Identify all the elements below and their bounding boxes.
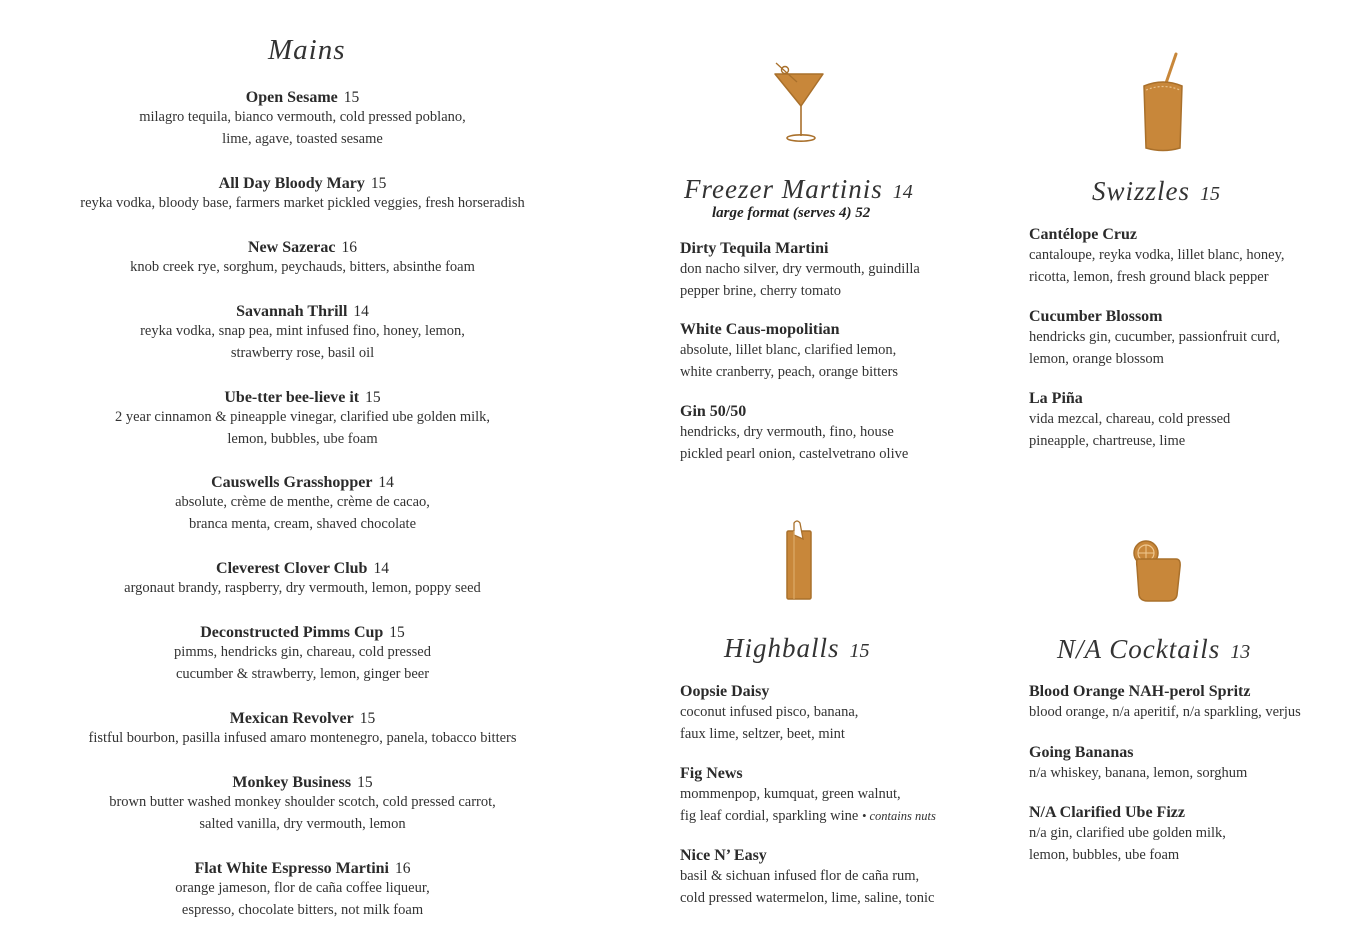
item-name: Gin 50/50 xyxy=(680,403,747,420)
menu-item xyxy=(680,403,908,465)
item-desc: cucumber & strawberry, lemon, ginger beer xyxy=(175,665,430,682)
item-name: All Day Bloody Mary xyxy=(218,175,365,192)
item-price: 15 xyxy=(343,89,360,106)
freezer-martinis-title xyxy=(684,174,913,205)
highballs-title xyxy=(724,633,870,664)
item-desc: mommenpop, kumquat, green walnut, xyxy=(680,786,901,802)
item-name: N/A Clarified Ube Fizz xyxy=(1029,804,1185,821)
item-desc: lemon, bubbles, ube foam xyxy=(227,430,378,447)
menu-item xyxy=(30,860,575,921)
item-price: 15 xyxy=(359,710,376,727)
item-name: Open Sesame xyxy=(245,89,338,106)
item-desc: pineapple, chartreuse, lime xyxy=(1029,432,1186,449)
item-desc: reyka vodka, snap pea, mint infused fino, honey, lemon, xyxy=(140,323,465,339)
item-desc: cantaloupe, reyka vodka, lillet blanc, honey, xyxy=(1029,247,1285,263)
item-desc: ricotta, lemon, fresh ground black pepper xyxy=(1029,268,1269,285)
freezer-subtitle: large format (serves 4) 52 xyxy=(712,205,871,221)
menu-item xyxy=(1029,683,1301,724)
item-desc: n/a whiskey, banana, lemon, sorghum xyxy=(1029,765,1248,781)
menu-item xyxy=(680,683,858,745)
item-name: Nice N’ Easy xyxy=(680,847,767,864)
section-price: 15 xyxy=(1200,183,1221,205)
item-name: Causwells Grasshopper xyxy=(211,474,373,491)
swizzle-glass-icon xyxy=(1138,52,1188,154)
item-desc: absolute, lillet blanc, clarified lemon, xyxy=(680,342,897,358)
item-desc: 2 year cinnamon & pineapple vinegar, clarified ube golden milk, xyxy=(114,409,491,425)
item-desc: n/a gin, clarified ube golden milk, xyxy=(1029,825,1226,841)
section-title: N/A Cocktails xyxy=(1057,634,1221,664)
menu-item xyxy=(30,624,575,685)
item-name: Oopsie Daisy xyxy=(680,683,770,700)
menu-item xyxy=(1029,804,1226,866)
item-desc: don nacho silver, dry vermouth, guindilla xyxy=(680,261,920,277)
item-desc: strawberry rose, basil oil xyxy=(230,344,375,361)
menu-item xyxy=(1029,390,1230,452)
item-desc: absolute, crème de menthe, crème de cacao, xyxy=(175,494,430,510)
menu-item xyxy=(30,303,575,364)
menu-item xyxy=(680,240,920,302)
item-desc: brown butter washed monkey shoulder scotch, cold pressed carrot, xyxy=(109,794,496,810)
item-desc: lime, agave, toasted sesame xyxy=(222,130,383,147)
item-name: Monkey Business xyxy=(232,774,352,791)
item-name: Flat White Espresso Martini xyxy=(194,860,389,877)
item-desc: salted vanilla, dry vermouth, lemon xyxy=(199,815,406,832)
menu-item xyxy=(30,89,575,150)
item-desc: fig leaf cordial, sparkling wine xyxy=(680,807,859,824)
item-name: Ube-tter bee-lieve it xyxy=(224,389,360,406)
menu-item xyxy=(680,847,934,909)
menu-item xyxy=(30,175,575,215)
mains-title: Mains xyxy=(268,34,346,66)
menu-item xyxy=(30,474,575,535)
item-desc: cold pressed watermelon, lime, saline, tonic xyxy=(680,889,935,906)
martini-glass-icon xyxy=(770,60,830,144)
item-desc: branca menta, cream, shaved chocolate xyxy=(188,515,417,532)
item-price: 15 xyxy=(357,774,373,791)
item-name: White Caus-mopolitian xyxy=(680,321,840,338)
menu-item xyxy=(1029,226,1285,288)
item-desc: vida mezcal, chareau, cold pressed xyxy=(1029,411,1231,427)
item-price: 14 xyxy=(378,474,394,491)
menu-item xyxy=(680,765,936,827)
menu-item xyxy=(1029,308,1280,370)
item-desc: white cranberry, peach, orange bitters xyxy=(680,363,899,380)
section-title: Freezer Martinis xyxy=(684,174,883,204)
na-cocktails-title xyxy=(1057,634,1250,665)
item-desc: orange jameson, flor de caña coffee liqueur, xyxy=(175,880,430,896)
item-desc: espresso, chocolate bitters, not milk foam xyxy=(181,901,424,918)
section-price: 13 xyxy=(1230,641,1251,663)
rocks-glass-orange-icon xyxy=(1128,537,1186,605)
item-desc: lemon, orange blossom xyxy=(1029,350,1164,367)
menu-item xyxy=(30,710,575,750)
item-name: Going Bananas xyxy=(1029,744,1134,761)
menu-item xyxy=(30,239,575,279)
section-title: Swizzles xyxy=(1092,176,1191,206)
item-price: 15 xyxy=(365,389,381,406)
item-desc: basil & sichuan infused flor de caña rum, xyxy=(680,868,920,884)
item-desc: coconut infused pisco, banana, xyxy=(680,704,859,720)
item-price: 14 xyxy=(373,560,389,577)
menu-item xyxy=(680,321,898,383)
item-name: Cantélope Cruz xyxy=(1029,226,1137,243)
item-desc: faux lime, seltzer, beet, mint xyxy=(680,725,845,742)
item-desc: milagro tequila, bianco vermouth, cold pressed poblano, xyxy=(139,109,466,125)
item-name: Cucumber Blossom xyxy=(1029,308,1163,325)
item-desc: reyka vodka, bloody base, farmers market pickled veggies, fresh horseradish xyxy=(80,195,525,211)
item-name: Dirty Tequila Martini xyxy=(680,240,829,257)
item-name: Mexican Revolver xyxy=(229,710,354,727)
item-desc: pickled pearl onion, castelvetrano olive xyxy=(680,445,909,462)
item-desc: blood orange, n/a aperitif, n/a sparkling, verjus xyxy=(1029,704,1301,720)
item-desc: pimms, hendricks gin, chareau, cold pressed xyxy=(174,644,431,660)
allergen-note: • contains nuts xyxy=(862,808,936,823)
item-name: Blood Orange NAH-perol Spritz xyxy=(1029,683,1251,700)
section-title: Highballs xyxy=(724,633,840,663)
item-desc: hendricks, dry vermouth, fino, house xyxy=(680,424,894,440)
section-price: 15 xyxy=(849,640,870,662)
item-name: Fig News xyxy=(680,765,743,782)
item-name: Savannah Thrill xyxy=(236,303,348,320)
item-name: Deconstructed Pimms Cup xyxy=(200,624,384,641)
swizzles-title xyxy=(1092,176,1220,207)
menu-item xyxy=(30,560,575,600)
item-desc: fistful bourbon, pasilla infused amaro montenegro, panela, tobacco bitters xyxy=(88,730,517,746)
section-price: 14 xyxy=(892,181,913,203)
item-desc: hendricks gin, cucumber, passionfruit curd, xyxy=(1029,329,1281,345)
item-price: 15 xyxy=(370,175,387,192)
item-price: 14 xyxy=(353,303,369,320)
item-desc: knob creek rye, sorghum, peychauds, bitters, absinthe foam xyxy=(130,259,475,275)
item-price: 15 xyxy=(389,624,405,641)
item-name: La Piña xyxy=(1029,390,1083,407)
item-price: 16 xyxy=(395,860,411,877)
menu-item xyxy=(30,389,575,450)
menu-item xyxy=(1029,744,1247,785)
item-name: Cleverest Clover Club xyxy=(216,560,368,577)
highball-glass-icon xyxy=(781,517,817,603)
item-desc: pepper brine, cherry tomato xyxy=(680,282,842,299)
menu-item xyxy=(30,774,575,835)
item-name: New Sazerac xyxy=(247,239,336,256)
item-desc-with-note xyxy=(680,806,936,828)
item-desc: lemon, bubbles, ube foam xyxy=(1029,846,1180,863)
item-price: 16 xyxy=(341,239,357,256)
item-desc: argonaut brandy, raspberry, dry vermouth, lemon, poppy seed xyxy=(124,580,481,596)
